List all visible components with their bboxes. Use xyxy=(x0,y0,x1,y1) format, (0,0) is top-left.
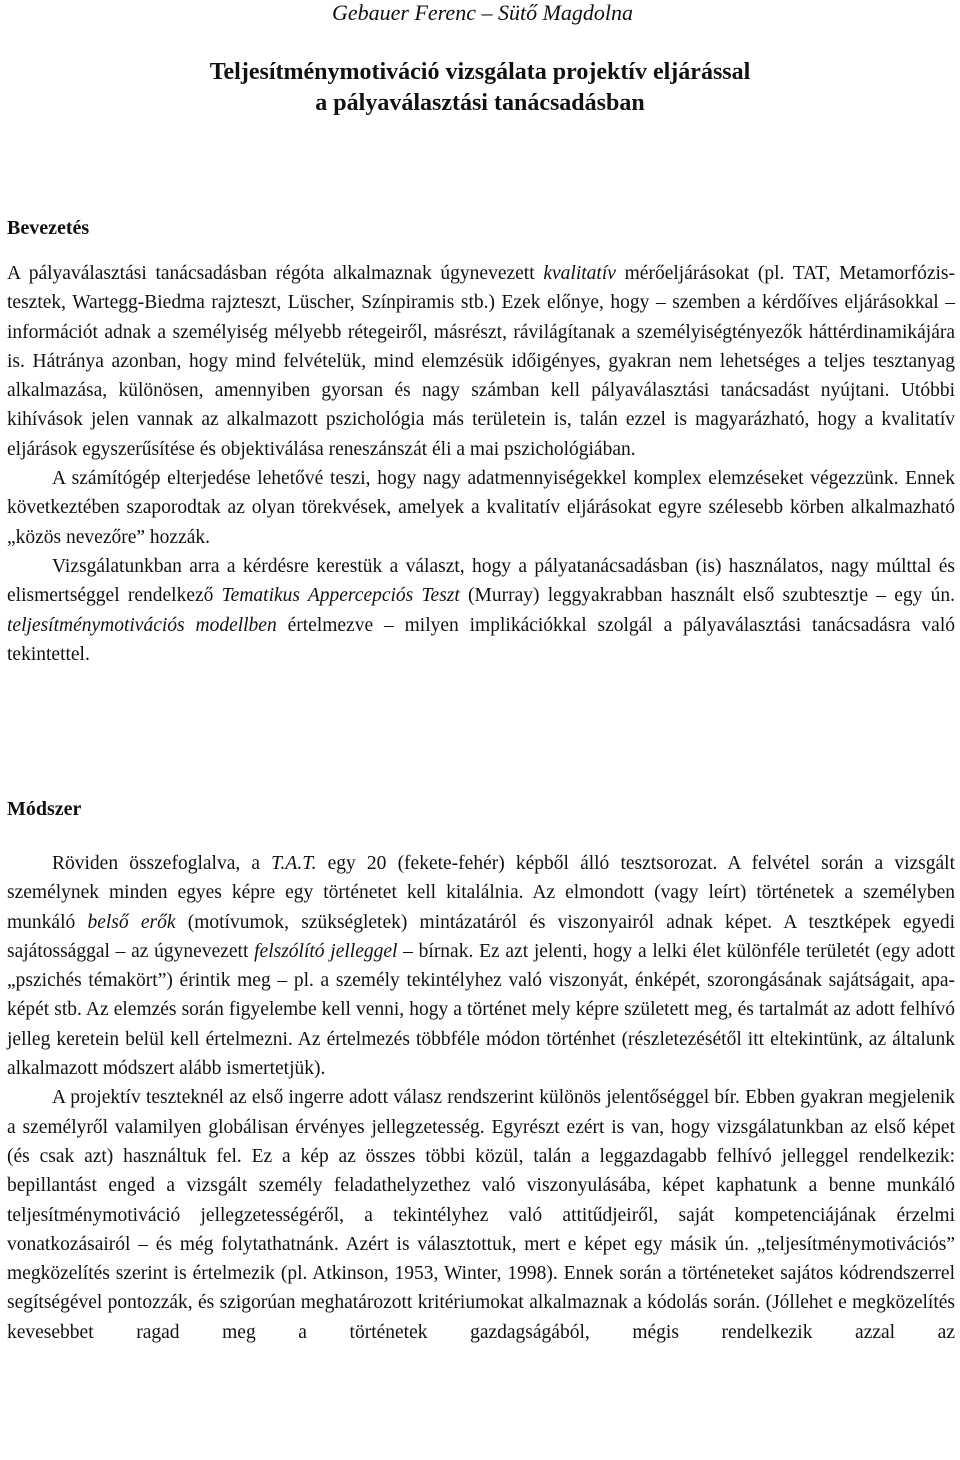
emphasis-text: teljesítménymotivációs modellben xyxy=(7,614,277,636)
emphasis-text: T.A.T. xyxy=(271,853,317,874)
article-title xyxy=(0,57,960,119)
section-heading-introduction: Bevezetés xyxy=(7,217,90,239)
emphasis-text: belső erők xyxy=(87,911,176,933)
method-paragraph-1: Röviden összefoglalva, a T.A.T. egy 20 (fekete-fehér) képből álló tesztsorozat. A felvétel során a vizsgált személynek minden egyes képre egy történetet kell kitalálnia. Az elmondott (vagy leírt) történetek a személyben munkáló belső erők (motívumok, szükségletek) mintázatáról és viszonyairól adnak képet. A tesztképek egyedi sajátossággal – az úgynevezett felszólító jelleggel – bírnak. Ez azt jelenti, hogy a lelki élet különféle területét (egy adott „pszichés témakört”) érintik meg – pl. a személy tekintélyhez való viszonyát, énképét, szorongásának sajátságait, apa-képét stb. Az elemzés során figyelembe kell venni, hogy a történet mely képre született meg, és tartalmát az adott felhívó jelleg keretein belül kell értelmezni. Az értelmezés többféle módon történhet (részletezésétől itt eltekintünk, az általunk alkalmazott módszert alább ismertetjük). xyxy=(7,853,956,1080)
method-body xyxy=(7,849,955,1347)
method-paragraph-2: A projektív teszteknél az első ingerre adott válasz rendszerint különös jelentőséggel bír. Ebben gyakran megjelenik a személyről valamilyen globálisan érvényes jellegzetesség. Egyrészt ezért is van, hogy vizsgálatunkban az első képet (és csak azt) használtuk fel. Ez a kép az összes többi közül, talán a leggazdagabb felhívó jelleggel rendelkezik: bepillantást enged a vizsgált személy feladathelyzethez való viszonyulásába, képet kaphatunk a benne munkáló teljesítménymotiváció jellegzetességéről, a tekintélyhez való attitűdjeiről, saját kompetenciájának érzelmi vonatkozásairól – és még folytathatnánk. Azért is választottuk, mert e képet egy másik ún. „teljesítménymotivációs” megközelítés szerint is értelmezik (pl. Atkinson, 1953, Winter, 1998). Ennek során a történeteket sajátos kódrendszerrel segítségével pontozzák, és szigorúan meghatározott kritériumokat alkalmaznak a kódolás során. (Jóllehet e megközelítés kevesebbet ragad meg a történetek gazdagságából, mégis rendelkezik azzal az xyxy=(7,1087,955,1343)
emphasis-text: felszólító jelleggel xyxy=(254,940,398,962)
emphasis-text: Tematikus Appercepciós Teszt xyxy=(221,585,460,607)
title-line-1: Teljesítménymotiváció vizsgálata projektív eljárással xyxy=(209,59,751,85)
intro-paragraph-1: A pályaválasztási tanácsadásban régóta alkalmaznak úgynevezett kvalitatív mérőeljárásokat (pl. TAT, Metamorfózis-tesztek, Wartegg-Biedma rajzteszt, Lüscher, Színpiramis stb.) Ezek előnye, hogy – szemben a kérdőíves eljárásokkal – információt adnak a személyiség mélyebb rétegeiről, másrészt, rávilágítanak a személyiségtényezők háttérdinamikájára is. Hátránya azonban, hogy mind felvételük, mind elemzésük időigényes, gyakran nem lehetséges a teljes tesztanyag alkalmazása, különösen, amennyiben gyorsan és nagy számban kell pályaválasztási tanácsadást nyújtani. Utóbbi kihívások jelen vannak az alkalmazott pszichológia más területein is, talán ezzel is magyarázható, hogy a kvalitatív eljárások egyszerűsítése és objektiválása reneszánszát éli a mai pszichológiában. xyxy=(7,263,956,460)
intro-paragraph-3: Vizsgálatunkban arra a kérdésre kerestük a választ, hogy a pályatanácsadásban (is) használatos, nagy múlttal és elismertséggel rendelkező Tematikus Appercepciós Teszt (Murray) leggyakrabban használt első szubtesztje – egy ún. teljesítménymotivációs modellben értelmezve – milyen implikációkkal szolgál a pályaválasztási tanácsadásra való tekintettel. xyxy=(7,555,955,665)
emphasis-text: kvalitatív xyxy=(543,263,616,284)
introduction-body xyxy=(7,259,955,669)
intro-paragraph-2: A számítógép elterjedése lehetővé teszi, hogy nagy adatmennyiségekkel komplex elemzéseket végezzünk. Ennek következtében szaporodtak az olyan törekvések, amelyek a kvalitatív eljárásokat egyre szélesebb körben alkalmazható „közös nevezőre” hozzák. xyxy=(7,468,955,548)
title-line-2: a pályaválasztási tanácsadásban xyxy=(315,90,645,116)
authors: Gebauer Ferenc – Sütő Magdolna xyxy=(332,0,634,25)
section-heading-method: Módszer xyxy=(7,798,82,820)
